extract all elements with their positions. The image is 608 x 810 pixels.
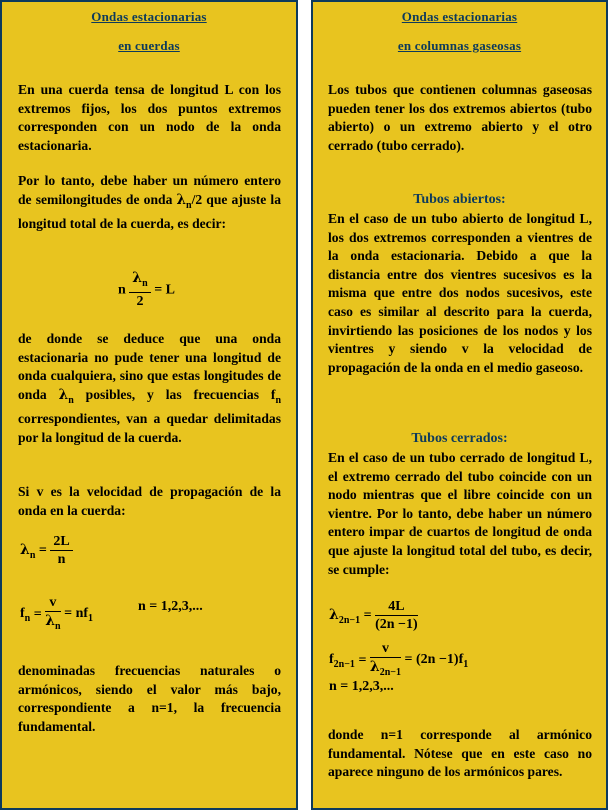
eq1-rhs: = L xyxy=(154,282,176,298)
subheading-open-tubes: Tubos abiertos: xyxy=(413,192,506,207)
para3-text-b: posibles, y las frecuencias f xyxy=(73,386,276,402)
lambda-symbol: λ xyxy=(176,191,187,208)
r-eq1-denominator: (2n −1) xyxy=(375,617,418,632)
equation-f-n xyxy=(20,594,93,636)
eq3-f: f xyxy=(20,606,25,621)
equation-lambda-2n-1 xyxy=(329,598,418,634)
left-paragraph-4: Si v es la velocidad de propagación de la onda en la cuerda: xyxy=(18,484,281,518)
para2-text-b: /2 que ajuste la longitud total de la cuerda, es decir: xyxy=(18,191,281,232)
left-paragraph-3 xyxy=(18,330,281,448)
eq2-equals: = xyxy=(38,543,47,558)
range-n-closed: n = 1,2,3,... xyxy=(329,679,394,694)
r-eq2-f: f xyxy=(329,652,334,667)
left-paragraph-5: denominadas frecuencias naturales o armónicos, siendo el valor más bajo, correspondiente a n=1, la frecuencia fundamental. xyxy=(18,663,281,734)
eq3-rhs-sub: 1 xyxy=(88,613,94,624)
r-eq2-sub: 2n−1 xyxy=(333,659,355,670)
para2-text-a: Por lo tanto, debe haber un número entero de semilongitudes de onda xyxy=(18,173,281,207)
equation-n-lambda-half xyxy=(118,270,175,311)
para3-text-a: de donde se deduce que una onda estacionaria no pude tener una longitud de onda cualquiera, sino que estas longitudes de onda xyxy=(18,331,281,402)
subscript-n: n xyxy=(68,394,74,406)
right-title-line1: Ondas estacionarias xyxy=(401,9,518,24)
r-eq1-lambda: λ xyxy=(329,606,339,623)
eq1-fraction xyxy=(129,270,150,311)
r-eq1-sub: 2n−1 xyxy=(338,614,361,626)
eq3-rhs: = nf xyxy=(64,606,89,621)
eq1-n: n xyxy=(118,282,126,298)
eq1-sub: n xyxy=(142,278,148,289)
right-paragraph-1: Los tubos que contienen columnas gaseosas pueden tener los dos extremos abiertos (tubo abierto) o un extremo abierto y el otro cerrado (tubo cerrado). xyxy=(328,82,592,153)
eq1-denominator: 2 xyxy=(136,294,144,309)
para3-text-c: correspondientes, van a quedar delimitadas por la longitud de la cuerda. xyxy=(18,411,281,445)
eq2-denominator: n xyxy=(57,552,66,567)
eq3-den-sub: n xyxy=(55,621,61,632)
subscript-n: n xyxy=(186,199,192,211)
eq2-lambda: λ xyxy=(20,541,30,558)
subscript-n: n xyxy=(275,394,281,406)
r-eq2-equals: = xyxy=(358,653,367,668)
r-eq1-fraction xyxy=(375,598,418,634)
left-title-line2: en cuerdas xyxy=(118,38,180,53)
eq1-lambda: λ xyxy=(132,270,143,286)
r-eq1-equals: = xyxy=(363,608,372,623)
equation-f-2n-1 xyxy=(329,640,468,682)
right-paragraph-4: donde n=1 corresponde al armónico fundamental. Nótese que en este caso no aparece ninguno de los armónicos pares. xyxy=(328,727,592,780)
right-paragraph-3: En el caso de un tubo cerrado de longitud L, el extremo cerrado del tubo coincide con un nodo mientras que el libre coincide con un vientre. Por lo tanto, debe haber un número entero impar de cuartos de longitud de onda que ajuste la longitud total del tubo, es decir, se cumple: xyxy=(328,450,592,577)
left-panel-strings xyxy=(0,0,298,810)
eq3-equals: = xyxy=(33,607,42,622)
eq3-den-lambda: λ xyxy=(45,613,56,629)
range-n: n = 1,2,3,... xyxy=(138,599,203,614)
left-paragraph-1: En una cuerda tensa de longitud L con los extremos fijos, los dos puntos extremos corresponden con un nodo de la onda estacionaria. xyxy=(18,82,281,153)
r-eq2-numerator: v xyxy=(370,640,401,658)
lambda-symbol: λ xyxy=(58,386,69,403)
right-paragraph-2: En el caso de un tubo abierto de longitud L, los dos extremos corresponden a vientres de la onda estacionaria. Debido a que la distancia entre dos vientres sucesivos es la misma que entre dos nodos sucesivos, este caso es similar al descrito para la cuerda, invirtiendo las posiciones de los nodos y los vientres y siendo v la velocidad de propagación de la onda en el medio gaseoso. xyxy=(328,211,592,375)
eq2-numerator: 2L xyxy=(50,533,72,551)
r-eq2-den-lambda: λ xyxy=(369,659,380,675)
subheading-closed-tubes: Tubos cerrados: xyxy=(411,431,508,446)
eq3-fraction xyxy=(45,594,60,636)
equation-lambda-n xyxy=(20,533,73,569)
eq2-fraction xyxy=(50,533,72,569)
eq2-sub: n xyxy=(29,549,36,561)
eq3-numerator: v xyxy=(45,594,60,612)
r-eq2-rhs-sub: 1 xyxy=(463,659,469,670)
r-eq2-den-sub: 2n−1 xyxy=(379,667,402,678)
r-eq2-fraction xyxy=(370,640,401,682)
left-title-line1: Ondas estacionarias xyxy=(91,9,207,24)
r-eq1-numerator: 4L xyxy=(375,598,418,616)
left-paragraph-2 xyxy=(18,172,281,234)
eq3-sub: n xyxy=(24,613,31,624)
right-title-line2: en columnas gaseosas xyxy=(397,38,522,53)
r-eq2-rhs: = (2n −1)f xyxy=(404,652,464,667)
right-panel-gas-columns xyxy=(311,0,608,810)
